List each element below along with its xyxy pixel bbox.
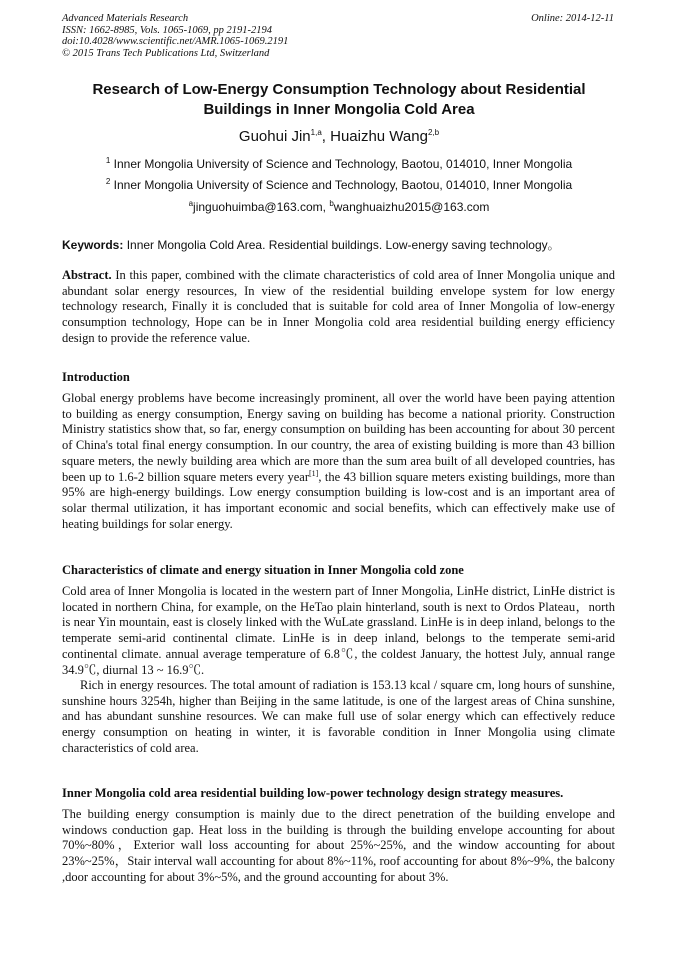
strategy-paragraph: The building energy consumption is mainly due to the direct penetration of the building envelope and windows conduction gap. Heat loss in the building is through the building envelope accounting for about 70%~80%，Exterior wall loss accounting for about 25%~25%, and the window accounting for about 23%~25%，Stair interval wall accounting for about 8%~11%, roof accounting for about 8%~9%, the balcony ,door accounting for about 3%~5%, and the ground accounting for about 3%. (62, 807, 615, 884)
email-link[interactable]: wanghuaizhu2015@163.com (333, 200, 490, 214)
section-heading-introduction: Introduction (62, 370, 130, 384)
keywords-label: Keywords: (62, 238, 124, 252)
affiliation-text: Inner Mongolia University of Science and Technology, Baotou, 014010, Inner Mongolia (113, 178, 573, 192)
paper-title: Research of Low-Energy Consumption Technology about Residential Buildings in Inner Mongolia Cold Area (92, 81, 586, 118)
journal-doi: doi:10.4028/www.scientific.net/AMR.1065-1069.2191 (62, 36, 289, 47)
journal-header (62, 13, 288, 59)
abstract (62, 268, 615, 347)
keywords (62, 236, 622, 253)
affiliation-text: Inner Mongolia University of Science and Technology, Baotou, 014010, Inner Mongolia (113, 157, 573, 171)
journal-copyright: © 2015 Trans Tech Publications Ltd, Switzerland (62, 47, 270, 59)
author-sup: 2,b (427, 128, 440, 137)
section-heading-climate: Characteristics of climate and energy situation in Inner Mongolia cold zone (62, 563, 464, 577)
journal-issn: ISSN: 1662-8985, Vols. 1065-1069, pp 2191-2194 (62, 24, 272, 36)
email-separator: , (322, 200, 330, 214)
abstract-text: In this paper, combined with the climate characteristics of cold area of Inner Mongolia unique and abundant solar energy resources, In view of the residential building envelope system for low energy technology research, Finally it is concluded that is suitable for cold area of Inner Mongolia of low-energy consumption technology, Hope can be in Inner Mongolia cold area residential building energy efficiency design to provide the reference value. (62, 268, 615, 345)
author-name: Guohui Jin (238, 128, 311, 145)
author-emails (62, 200, 616, 214)
author-name: Huaizhu Wang (330, 128, 428, 145)
author-separator: , (321, 128, 331, 145)
paragraph-text: , the 43 billion square meters existing buildings, more than 95% are high-energy buildings. Low energy consumption building is low-cost and is an important area of solar thermal utilization, it has important economic and social benefits, which can effectively make use of heating buildings for solar energy. (62, 469, 615, 531)
affiliation-sup: 2 (105, 177, 111, 186)
affiliation-sup: 1 (105, 156, 111, 165)
introduction-paragraph (62, 391, 615, 532)
citation[interactable]: [1] (309, 468, 319, 478)
affiliation-2 (62, 178, 616, 193)
paragraph-text: Global energy problems have become increasingly prominent, all over the world have been paying attention to building as energy consumption, Energy saving on building has become a national priority. Construction Ministry statistics show that, so far, energy consumption on building has been accounting for about 30 percent of China's total final energy consumption. In our country, the area of existing building is more than 43 billion square meters, the newly building area which are more than the sum area built of all developed countries, has been up to 1.6-2 billion square meters every year (62, 391, 615, 484)
climate-paragraph-1: Cold area of Inner Mongolia is located in the western part of Inner Mongolia, LinHe district, LinHe district is located in northern China, for example, on the HeTao plain hinterland, south is next to Ordos Plateau，north is near Yin mountain, east is closely linked with the WuLate grassland. LinHe is in deep inland, belongs to the temperate semi-arid continental climate. LinHe is in deep inland, belongs to the temperate semi-arid continental climate. annual average temperature of 6.8℃, the coldest January, the hottest July, annual range 34.9℃, diurnal 13 ~ 16.9℃. (62, 584, 615, 677)
journal-name: Advanced Materials Research (62, 13, 189, 24)
online-date: Online: 2014-12-11 (531, 13, 614, 24)
abstract-label: Abstract. (62, 268, 112, 282)
climate-paragraph-2: Rich in energy resources. The total amount of radiation is 153.13 kcal / square cm, long hours of sunshine, sunshine hours 3254h, higher than Beijing in the same latitude, is one of the largest areas of China sunshine, and has abundant sunshine resources. We can make full use of solar energy which can effectively reduce energy consumption on heating in winter, it is favorable condition in Inner Mongolia using climate characteristics of cold area. (62, 678, 615, 755)
keywords-text: Inner Mongolia Cold Area. Residential buildings. Low-energy saving technology。 (123, 238, 560, 252)
email-link[interactable]: jinguohuimba@163.com (193, 200, 323, 214)
email-sup: b (329, 199, 334, 208)
affiliation-1 (62, 157, 616, 172)
email-sup: a (188, 199, 194, 208)
author-sup: 1,a (310, 128, 322, 137)
section-heading-strategy: Inner Mongolia cold area residential building low-power technology design strategy measures. (62, 786, 564, 800)
authors (62, 128, 616, 146)
